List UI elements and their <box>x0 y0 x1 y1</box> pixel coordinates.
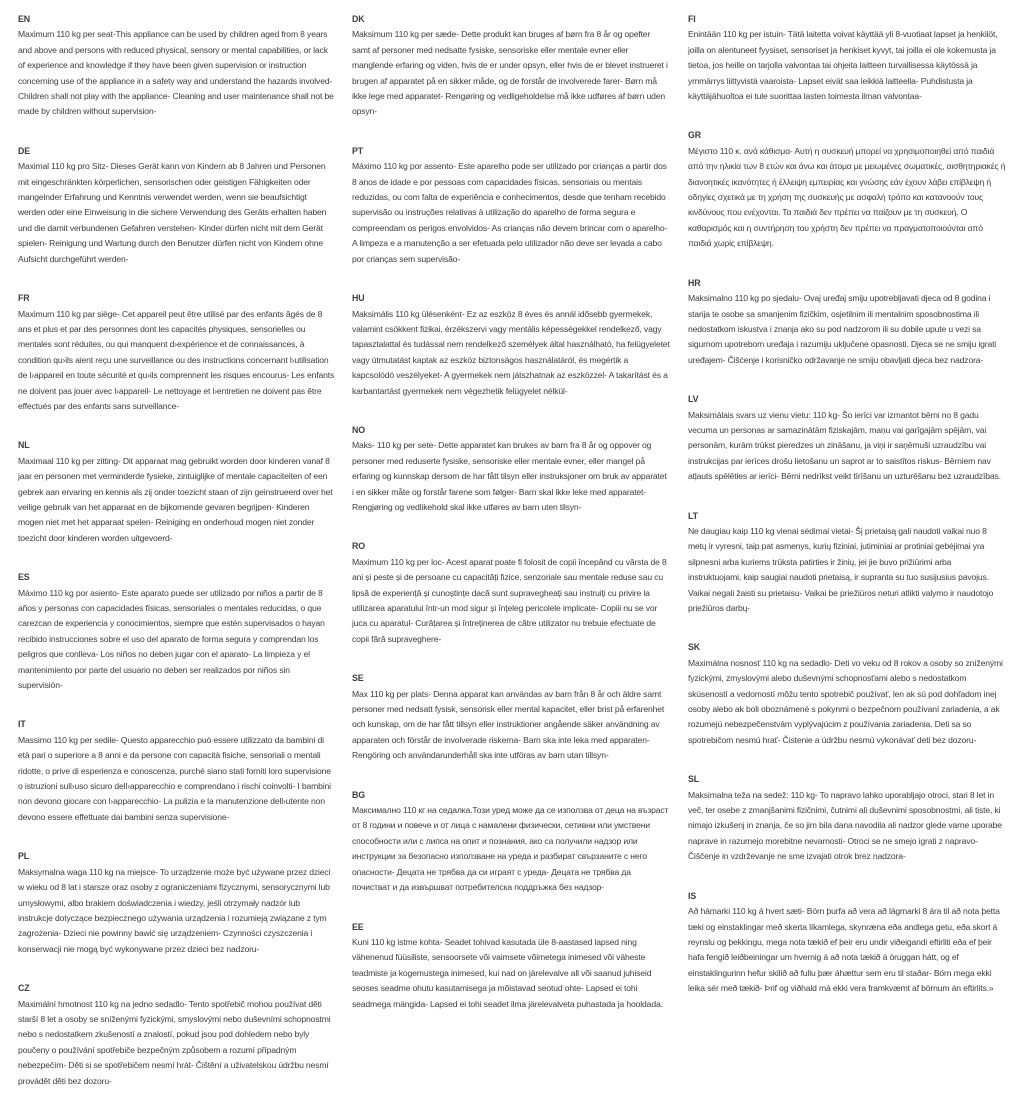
section-de <box>18 144 336 267</box>
section-is <box>688 889 1006 997</box>
section-ro <box>352 539 670 647</box>
lang-code-en: EN <box>18 14 31 24</box>
lang-code-fi: FI <box>688 14 696 24</box>
lang-code-lv: LV <box>688 394 699 405</box>
column-2 <box>352 12 670 1036</box>
lang-code-de: DE <box>18 145 31 156</box>
lang-text-ro: Maximum 110 kg per loc- Acest aparat poate fi folosit de copii începând cu vârsta de 8 ani și peste și de persoane cu capacități fizice, senzoriale sau mentale reduse sau cu lipsă de experiență și cunoștințe dacă sunt supravegheați sau instruiți cu privire la utilizarea aparatului într-un mod sigur și înțeleg pericolele implicate- Copiii nu se vor juca cu aparatul- Curățarea și întreținerea de către utilizator nu trebuie efectuate de copii fără supraveghere- <box>352 556 667 644</box>
section-fi <box>688 12 1006 104</box>
lang-code-fr: FR <box>18 293 30 304</box>
section-sk <box>688 640 1006 748</box>
section-lv <box>688 392 1006 484</box>
lang-text-lv: Maksimālais svars uz vienu vietu: 110 kg- Šo ierīci var izmantot bērni no 8 gadu vecuma un personas ar samazinātām fiziskajām, maņu vai garīgajām spējām, vai personām, kurām trūkst pieredzes un zināšanu, ja viņi ir saņēmuši uzraudzību vai instrukcijas par ierīces drošu lietošanu un saprot ar to saistītos riskus- Bērniem nav atļauts spēlēties ar ierīci- Bērni nedrīkst veikt tīrīšanu un uzturēšanu bez uzraudzības. <box>688 409 1001 482</box>
section-pt <box>352 144 670 267</box>
lang-text-gr: Μέγιστο 110 κ. ανά κάθισμα- Αυτή η συσκευή μπορεί να χρησιμοποιηθεί από παιδιά από την ηλικία των 8 ετών και άνω και άτομα με μειωμένες σωματικές, αισθητηριακές ή διανοητικές ικανότητες ή έλλειψη εμπειρίας και γνώσης εάν έχουν λάβει επίβλεψη ή οδηγίες σχετικά με τη χρήση της συσκευής με ασφαλή τρόπο και κατανοούν τους κινδύνους που ενέχονται. Τα παιδιά δεν πρέπει να παίζουν με τη συσκευή. Ο καθαρισμός και η συντήρηση του χρήστη δεν πρέπει να πραγματοποιούνται από παιδιά χωρίς επίβλεψη. <box>688 145 1006 249</box>
lang-code-hu: HU <box>352 293 365 304</box>
lang-code-sl: SL <box>688 774 700 785</box>
lang-text-es: Máximo 110 kg por asiento- Este aparato puede ser utilizado por niños a partir de 8 años y personas con capacidades físicas, sensoriales o mentales reducidas, o que carezcan de experiencia y conocimientos, siempre que estén supervisados o hayan recibido instrucciones sobre el uso del aparato de forma segura y comprendan los peligros que conlleva- Los niños no deben jugar con el aparato- La limpieza y el mantenimiento por parte del usuario no deben ser realizados por niños sin supervisión- <box>18 587 325 691</box>
lang-code-ro: RO <box>352 541 365 552</box>
lang-code-is: IS <box>688 890 697 901</box>
lang-text-sl: Maksimalna teža na sedež: 110 kg- To napravo lahko uporabljajo otroci, stari 8 let in več, ter osebe z zmanjšanimi fizičnimi, čutnimi ali duševnimi sposobnostmi, ali tiste, ki nimajo izkušenj in znanja, če so jim bila dana navodila ali nadzor glede varne uporabe naprave in razumejo morebitne nevarnosti- Otroci se ne smejo igrati z napravo- Čiščenje in vzdrževanje ne sme izvajati otrok brez nadzora- <box>688 789 1002 862</box>
section-bg <box>352 788 670 896</box>
lang-text-hr: Maksimalno 110 kg po sjedalu- Ovaj uređaj smiju upotrebljavati djeca od 8 godina i starija te osobe sa smanjenim fizičkim, osjetilnim ili mentalnim sposobnostima ili nedostatkom iskustva i znanja ako su pod nadzorom ili su dobile upute u vezi sa sigurnom upotrebom uređaja i razumiju uključene opasnosti. Djeca se ne smiju igrati uređajem- Čišćenje i korisničko održavanje ne smiju obavljati djeca bez nadzora- <box>688 293 997 365</box>
section-nl <box>18 438 336 546</box>
column-3 <box>688 12 1006 1021</box>
lang-text-it: Massimo 110 kg per sedile- Questo apparecchio può essere utilizzato da bambini di età pari o superiore a 8 anni e da persone con capacità fisiche, sensoriali o mentali ridotte, o prive di esperienza e conoscenza, purché siano stati forniti loro supervisione o istruzioni sull›uso sicuro dell›apparecchio e comprendano i rischi coinvolti- I bambini non devono giocare con l›apparecchio- La pulizia e la manutenzione dell›utente non devono essere effettuate dai bambini senza supervisione- <box>18 734 331 822</box>
section-cz <box>18 981 336 1089</box>
lang-code-sk: SK <box>688 642 701 653</box>
lang-code-lt: LT <box>688 510 698 521</box>
lang-code-pt: PT <box>352 145 364 156</box>
lang-code-dk: DK <box>352 14 365 24</box>
section-gr <box>688 128 1006 251</box>
lang-code-bg: BG <box>352 789 365 800</box>
section-fr <box>18 291 336 414</box>
section-se <box>352 671 670 763</box>
column-1 <box>18 12 336 1113</box>
section-ee <box>352 920 670 1012</box>
lang-text-sk: Maximálna nosnosť 110 kg na sedadlo- Deti vo veku od 8 rokov a osoby so zníženými fyzickými, zmyslovými alebo duševnými schopnosťami alebo s nedostatkom skúseností a vedomostí môžu tento spotrebič používať, len ak sú pod dohľadom inej osoby alebo ak boli oboznámené s pokynmi o bezpečnom používaní zariadenia, a ak rozumejú nebezpečenstvám vyplývajúcim z používania zariadenia. Deti sa so spotrebičom nesmú hrať- Čistenie a údržbu nesmú vykonávať deti bez dozoru- <box>688 657 1003 745</box>
section-hr <box>688 276 1006 368</box>
section-pl <box>18 849 336 957</box>
lang-code-cz: CZ <box>18 983 30 994</box>
lang-code-ee: EE <box>352 921 364 932</box>
lang-code-gr: GR <box>688 130 701 141</box>
lang-text-lt: Ne daugiau kaip 110 kg vienai sėdimai vietai- Šį prietaisą gali naudoti vaikai nuo 8 metų ir vyresni, taip pat asmenys, kurių fiziniai, jutiminiai ar protiniai gebėjimai yra silpnesni arba kuriems trūksta patirties ir žinių, jei jie buvo prižiūrimi arba instruktuojami, kaip saugiai naudoti prietaisą, ir supranta su tuo susijusius pavojus. Vaikai negali žaisti su prietaisu- Vaikai be priežiūros neturi atlikti valymo ir naudotojo priežiūros darbų- <box>688 525 994 613</box>
lang-code-se: SE <box>352 673 364 684</box>
section-en <box>18 12 336 120</box>
section-it <box>18 717 336 825</box>
lang-code-hr: HR <box>688 277 701 288</box>
section-hu <box>352 291 670 399</box>
lang-code-es: ES <box>18 572 30 583</box>
lang-text-ee: Kuni 110 kg istme kohta- Seadet tohivad kasutada üle 8-aastased lapsed ning vähenenud füüsiliste, sensoorsete või vaimsete võimetega inimesed või väheste teadmiste ja kogemustega inimesed, kui nad on järelevalve all või saanud juhiseid seoses seadme ohutu kasutamisega ja mõistavad seotud ohte- Lapsed ei tohi seadmega mängida- Lapsed ei tohi seadet ilma järelevalveta puhastada ja hooldada. <box>352 936 663 1009</box>
lang-text-pt: Máximo 110 kg por assento- Este aparelho pode ser utilizado por crianças a partir dos 8 anos de idade e por pessoas com capacidades físicas, sensoriais ou mentais reduzidas, ou com falta de experiência e conhecimentos, desde que tenham recebido supervisão ou instruções relativas à utilização do aparelho de forma segura e compreendam os perigos envolvidos- As crianças não devem brincar com o aparelho- A limpeza e a manutenção a ser efetuada pelo utilizador não deve ser levada a cabo por crianças sem supervisão- <box>352 161 668 264</box>
lang-code-pl: PL <box>18 851 30 862</box>
lang-code-nl: NL <box>18 440 30 451</box>
lang-code-it: IT <box>18 719 26 730</box>
lang-text-en: Maximum 110 kg per seat-This appliance can be used by children aged from 8 years and above and persons with reduced physical, sensory or mental capabilities, or lack of experience and knowledge if they have been given supervision or instruction concerning use of the appliance in a safety way and understand the hazards involved- Children shall not play with the appliance- Cleaning and user maintenance shall not be made by children without supervision- <box>18 29 334 117</box>
section-lt <box>688 509 1006 617</box>
section-es <box>18 570 336 693</box>
lang-code-no: NO <box>352 424 365 435</box>
section-dk <box>352 12 670 120</box>
lang-text-cz: Maximální hmotnost 110 kg na jedno sedadlo- Tento spotřebič mohou používat děti starší 8 let a osoby se sníženými fyzickými, smyslovými nebo duševními schopnostmi nebo s nedostatkem zkušeností a znalostí, pokud jsou pod dohledem nebo byly poučeny o používání spotřebiče bezpečným způsobem a rozumí případným nebezpečím- Děti si se spotřebičem nesmí hrát- Čištění a uživatelskou údržbu nesmí provádět děti bez dozoru- <box>18 998 331 1086</box>
lang-text-bg: Максимално 110 кг на седалка.Този уред може да се използва от деца на възраст от 8 години и повече и от лица с намалени физически, сетивни или умствени способности или с липса на опит и познания, ако са получили надзор или инструкции за безопасно използване на уреда и разбират свързаните с него опасности- Децата не трябва да си играят с уреда- Децата не трябва да почистват и да извършват потребителска поддръжка без надзор- <box>352 805 669 893</box>
lang-text-pl: Maksymalna waga 110 kg na miejsce- To urządzenie może być używane przez dzieci w wieku od 8 lat i starsze oraz osoby z ograniczeniami fizycznymi, sensorycznymi lub umysłowymi, albo brakiem doświadczenia i wiedzy, jeśli otrzymały nadzór lub instrukcje dotyczące bezpiecznego używania urządzenia i rozumieją związane z tym zagrożenia- Dzieci nie powinny bawić się urządzeniem- Czynności czyszczenia i konserwacji nie mogą być wykonywane przez dzieci bez nadzoru- <box>18 866 331 954</box>
lang-text-fi: Enintään 110 kg per istuin- Tätä laitetta voivat käyttää yli 8-vuotiaat lapset ja henkilöt, joilla on alentuneet fyysiset, sensoriset ja henkiset kyvyt, tai joilla ei ole kokemusta ja tietoa, jos heille on tarjolla valvontaa tai ohjeita laitteen turvallisessa käytössä ja ymmärrys liittyvistä vaaroista- Lapset eivät saa leikkiä laitteella- Puhdistusta ja käyttäjähuoltoa ei tule suorittaa lasten toimesta ilman valvontaa- <box>688 29 998 102</box>
section-sl <box>688 772 1006 864</box>
lang-text-fr: Maximum 110 kg par siège- Cet appareil peut être utilisé par des enfants âgés de 8 ans et plus et par des personnes dont les capacités physiques, sensorielles ou mentales sont réduites, ou qui manquent d›expérience et de connaissances, à condition qu›ils aient reçu une surveillance ou des instructions concernant l›utilisation de l›appareil en toute sécurité et qu›ils comprennent les risques encourus- Les enfants ne doivent pas jouer avec l›appareil- Le nettoyage et l›entretien ne doivent pas être effectués par des enfants sans surveillance- <box>18 308 335 411</box>
lang-text-nl: Maximaal 110 kg per zitting- Dit apparaat mag gebruikt worden door kinderen vanaf 8 jaar en personen met verminderde fysieke, zintuiglijke of mentale capaciteiten of een gebrek aan ervaring en kennis als zij onder toezicht staan of zijn geinstrueerd over het veilige gebruik van het apparaat en de bijkomende gevaren begrijpen- Kinderen mogen niet met het apparaat spelen- Reiniging en onderhoud mogen niet zonder toezicht door kinderen worden uitgevoerd- <box>18 455 333 543</box>
lang-text-hu: Maksimális 110 kg ülésenként- Ez az eszköz 8 éves és annál idősebb gyermekek, valamint csökkent fizikai, érzékszervi vagy mentális képességekkel rendelkező, vagy tapasztalattal és tudással nem rendelkező személyek által használható, ha felügyeletet vagy útmutatást kaptak az eszköz biztonságos használatáról, és megértik a kapcsolódó veszélyeket- A gyermekek nem játszhatnak az eszközzel- A takarítást és a karbantartást gyermekek nem végezhetik felügyelet nélkül- <box>352 308 670 396</box>
section-no <box>352 423 670 515</box>
lang-text-no: Maks- 110 kg per sete- Dette apparatet kan brukes av barn fra 8 år og oppover og personer med reduserte fysiske, sensoriske eller mentale evner, eller mangel på erfaring og kunnskap dersom de har fått tilsyn eller instruksjoner om bruk av apparatet i en sikker måte og forstår farene som følger- Barn skal ikke leke med apparatet- Rengjøring og vedlikehold skal ikke utføres av barn uten tilsyn- <box>352 440 667 512</box>
lang-text-is: Að hámarki 110 kg á hvert sæti- Börn þurfa að vera að lágmarki 8 ára til að nota þetta tæki og einstaklingar með skerta líkamlega, skynræna eða andlega getu, eða skort á reynslu og þekkingu, mega nota tækið ef þeir eru undir viðeigandi eftirliti eða ef þeir hafa fengið leiðbeiningar um hvernig á að nota tækið á öruggan hátt, og ef einstaklingurinn hefur skilið að fullu þær áhættur sem eru til staðar- Börn mega ekki leika sér með tækið- Þrif og viðhald má ekki vera framkvæmt af börnum án eftirlits.» <box>688 906 1000 994</box>
lang-text-dk: Maksimum 110 kg per sæde- Dette produkt kan bruges af børn fra 8 år og opefter samt af personer med nedsatte fysiske, sensoriske eller mentale evner eller manglende erfaring og viden, hvis de er under opsyn, eller hvis de er blevet instrueret i brugen af apparatet på en sikker måde, og de forstår de involverede farer- Børn må ikke lege med apparatet- Rengøring og vedligeholdelse må ikke udføres af børn uden opsyn- <box>352 29 668 117</box>
lang-text-se: Max 110 kg per plats- Denna apparat kan användas av barn från 8 år och äldre samt personer med nedsatt fysisk, sensorisk eller mental kapacitet, eller brist på erfarenhet och kunskap, om de har fått tillsyn eller instruktioner angående säker användning av apparaten och förstår de involverade riskerna- Barn ska inte leka med apparaten- Rengöring och användarunderhåll ska inte utföras av barn utan tillsyn- <box>352 688 665 761</box>
lang-text-de: Maximal 110 kg pro Sitz- Dieses Gerät kann von Kindern ab 8 Jahren und Personen mit eingeschränkten körperlichen, sensorischen oder geistigen Fähigkeiten oder mangelnder Erfahrung und Kenntnis verwendet werden, wenn sie beaufsichtigt werden oder eine Einweisung in die sichere Verwendung des Geräts erhalten haben und die damit verbundenen Gefahren verstehen- Kinder dürfen nicht mit dem Gerät spielen- Reinigung und Wartung durch den Benutzer dürfen nicht von Kindern ohne Aufsicht durchgeführt werden- <box>18 161 327 264</box>
